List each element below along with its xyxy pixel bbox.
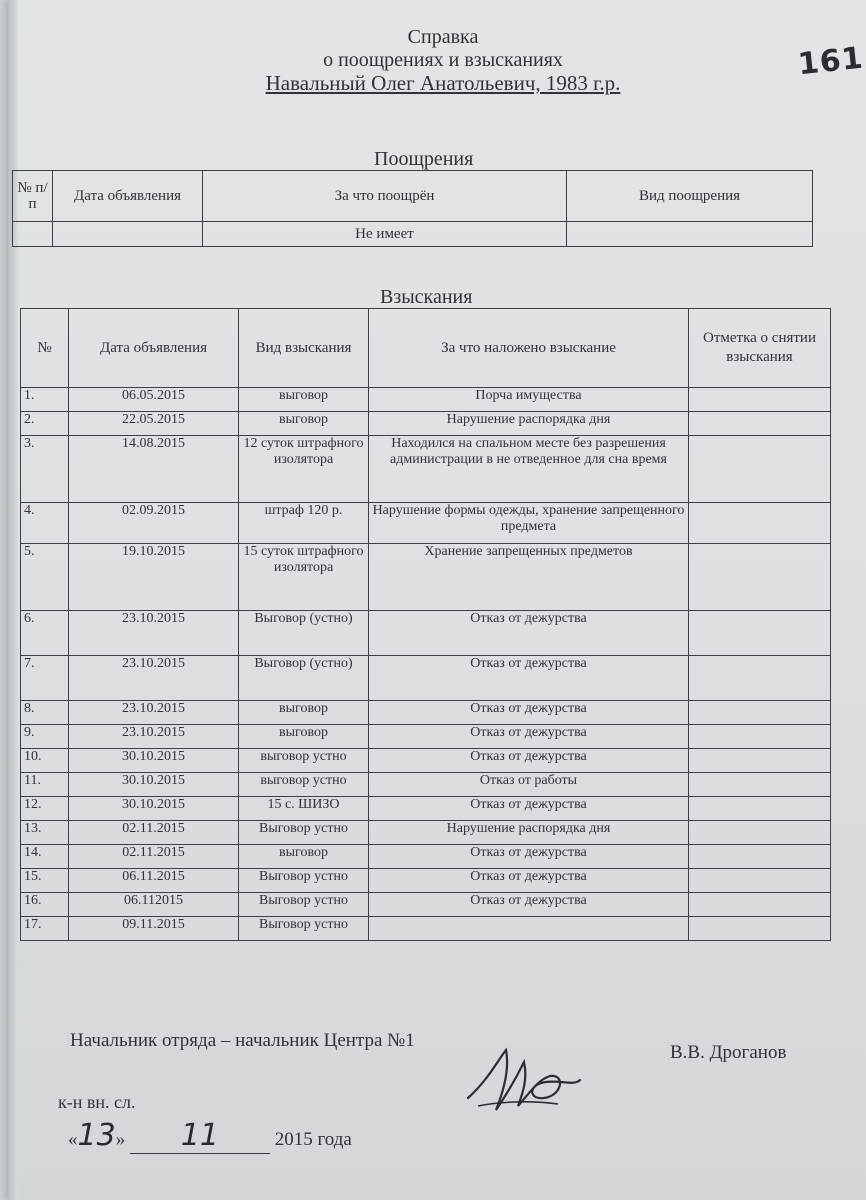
penalty-removal-mark — [689, 749, 831, 773]
signer-name: В.В. Дроганов — [670, 1042, 787, 1063]
penalty-date: 06.11.2015 — [69, 869, 239, 893]
signer-rank: к-н вн. сл. — [58, 1092, 136, 1112]
penalties-header-row — [21, 309, 831, 388]
penalty-number: 1. — [21, 388, 69, 412]
penalties-body — [21, 388, 831, 941]
penalty-row — [21, 701, 831, 725]
penalty-reason: Отказ от дежурства — [369, 893, 689, 917]
penalty-removal-mark — [689, 893, 831, 917]
penalty-date: 09.11.2015 — [69, 917, 239, 941]
penalty-date: 02.09.2015 — [69, 503, 239, 544]
penalty-number: 9. — [21, 725, 69, 749]
rewards-col-kind: Вид поощрения — [567, 171, 813, 222]
penalty-reason: Отказ от дежурства — [369, 845, 689, 869]
penalty-removal-mark — [689, 544, 831, 611]
penalty-date: 23.10.2015 — [69, 701, 239, 725]
penalty-removal-mark — [689, 656, 831, 701]
penalty-reason: Отказ от работы — [369, 773, 689, 797]
penalty-row — [21, 544, 831, 611]
penalty-type: Выговор устно — [239, 869, 369, 893]
rewards-col-date: Дата объявления — [53, 171, 203, 222]
penalty-type: выговор устно — [239, 749, 369, 773]
penalty-row — [21, 749, 831, 773]
document-title: Справка — [407, 26, 479, 48]
penalty-type: выговор — [239, 701, 369, 725]
signer-role: Начальник отряда – начальник Центра №1 — [70, 1030, 415, 1051]
penalty-type: Выговор (устно) — [239, 656, 369, 701]
penalty-date: 14.08.2015 — [69, 436, 239, 503]
penalty-reason — [369, 917, 689, 941]
penalty-row — [21, 869, 831, 893]
penalty-date: 22.05.2015 — [69, 412, 239, 436]
penalty-removal-mark — [689, 773, 831, 797]
penalties-col-type: Вид взыскания — [239, 309, 369, 388]
rewards-header-row — [13, 171, 813, 222]
penalty-removal-mark — [689, 503, 831, 544]
penalty-date: 23.10.2015 — [69, 656, 239, 701]
penalty-number: 3. — [21, 436, 69, 503]
rewards-col-reason: За что поощрён — [203, 171, 567, 222]
penalty-date: 02.11.2015 — [69, 845, 239, 869]
penalty-removal-mark — [689, 821, 831, 845]
penalty-number: 11. — [21, 773, 69, 797]
penalty-date: 23.10.2015 — [69, 725, 239, 749]
penalty-row — [21, 656, 831, 701]
penalty-row — [21, 388, 831, 412]
penalty-row — [21, 845, 831, 869]
penalty-reason: Отказ от дежурства — [369, 797, 689, 821]
penalty-reason: Нарушение распорядка дня — [369, 412, 689, 436]
penalty-removal-mark — [689, 845, 831, 869]
penalties-section-title: Взыскания — [380, 286, 473, 308]
rewards-table — [12, 170, 813, 247]
rewards-col-number: № п/п — [13, 171, 53, 222]
penalty-row — [21, 821, 831, 845]
date-year: 2015 года — [274, 1129, 352, 1150]
penalty-row — [21, 797, 831, 821]
penalty-type: Выговор устно — [239, 821, 369, 845]
penalty-row — [21, 773, 831, 797]
penalty-date: 30.10.2015 — [69, 797, 239, 821]
penalties-col-date: Дата объявления — [69, 309, 239, 388]
penalty-reason: Отказ от дежурства — [369, 869, 689, 893]
document-sheet — [8, 0, 866, 1200]
penalty-type: выговор — [239, 725, 369, 749]
penalty-type: выговор — [239, 388, 369, 412]
penalty-reason: Находился на спальном месте без разрешения администрации в не отведенное для сна время — [369, 436, 689, 503]
penalty-removal-mark — [689, 917, 831, 941]
penalty-removal-mark — [689, 611, 831, 656]
date-day: 13 — [77, 1118, 116, 1153]
penalty-removal-mark — [689, 701, 831, 725]
penalty-number: 13. — [21, 821, 69, 845]
signature-date: «13» 11 2015 года — [68, 1118, 352, 1153]
penalties-col-number: № — [21, 309, 69, 388]
penalty-removal-mark — [689, 797, 831, 821]
penalty-number: 16. — [21, 893, 69, 917]
penalty-reason: Порча имущества — [369, 388, 689, 412]
penalty-reason: Хранение запрещенных предметов — [369, 544, 689, 611]
penalty-number: 7. — [21, 656, 69, 701]
penalty-date: 30.10.2015 — [69, 749, 239, 773]
penalty-type: 12 суток штрафного изолятора — [239, 436, 369, 503]
penalty-row — [21, 917, 831, 941]
penalty-row — [21, 893, 831, 917]
penalty-number: 17. — [21, 917, 69, 941]
penalty-row — [21, 725, 831, 749]
penalty-number: 10. — [21, 749, 69, 773]
penalty-type: выговор — [239, 845, 369, 869]
penalty-number: 5. — [21, 544, 69, 611]
penalty-type: Выговор устно — [239, 917, 369, 941]
penalty-removal-mark — [689, 436, 831, 503]
penalty-reason: Отказ от дежурства — [369, 656, 689, 701]
penalty-number: 4. — [21, 503, 69, 544]
penalty-reason: Нарушение формы одежды, хранение запрещенного предмета — [369, 503, 689, 544]
penalty-reason: Нарушение распорядка дня — [369, 821, 689, 845]
penalty-row — [21, 611, 831, 656]
penalty-number: 14. — [21, 845, 69, 869]
penalty-row — [21, 503, 831, 544]
penalty-number: 8. — [21, 701, 69, 725]
penalty-reason: Отказ от дежурства — [369, 701, 689, 725]
penalty-type: Выговор (устно) — [239, 611, 369, 656]
penalty-removal-mark — [689, 412, 831, 436]
document-header — [208, 26, 678, 95]
person-name: Навальный Олег Анатольевич, 1983 г.р. — [265, 71, 621, 95]
document-subtitle: о поощрениях и взысканиях — [323, 49, 563, 71]
penalty-number: 6. — [21, 611, 69, 656]
rewards-row — [13, 222, 813, 247]
penalty-type: выговор — [239, 412, 369, 436]
penalty-type: 15 с. ШИЗО — [239, 797, 369, 821]
penalty-type: штраф 120 р. — [239, 503, 369, 544]
penalty-number: 2. — [21, 412, 69, 436]
penalty-date: 23.10.2015 — [69, 611, 239, 656]
date-month: 11 — [180, 1118, 220, 1153]
rewards-none: Не имеет — [203, 222, 567, 247]
penalty-number: 15. — [21, 869, 69, 893]
penalty-date: 30.10.2015 — [69, 773, 239, 797]
penalty-date: 02.11.2015 — [69, 821, 239, 845]
penalty-type: выговор устно — [239, 773, 369, 797]
handwritten-signature — [458, 1040, 588, 1120]
penalties-col-removal-mark: Отметка о снятии взыскания — [689, 309, 831, 388]
penalty-row — [21, 436, 831, 503]
penalty-type: 15 суток штрафного изолятора — [239, 544, 369, 611]
penalties-col-reason: За что наложено взыскание — [369, 309, 689, 388]
penalty-number: 12. — [21, 797, 69, 821]
penalties-table — [20, 308, 831, 941]
page-number: 161 — [796, 40, 866, 83]
penalty-reason: Отказ от дежурства — [369, 611, 689, 656]
penalty-removal-mark — [689, 388, 831, 412]
penalty-removal-mark — [689, 725, 831, 749]
penalty-row — [21, 412, 831, 436]
penalty-date: 06.05.2015 — [69, 388, 239, 412]
rewards-section-title: Поощрения — [374, 148, 474, 170]
penalty-date: 06.112015 — [69, 893, 239, 917]
penalty-date: 19.10.2015 — [69, 544, 239, 611]
penalty-reason: Отказ от дежурства — [369, 749, 689, 773]
penalty-removal-mark — [689, 869, 831, 893]
penalty-reason: Отказ от дежурства — [369, 725, 689, 749]
penalty-type: Выговор устно — [239, 893, 369, 917]
